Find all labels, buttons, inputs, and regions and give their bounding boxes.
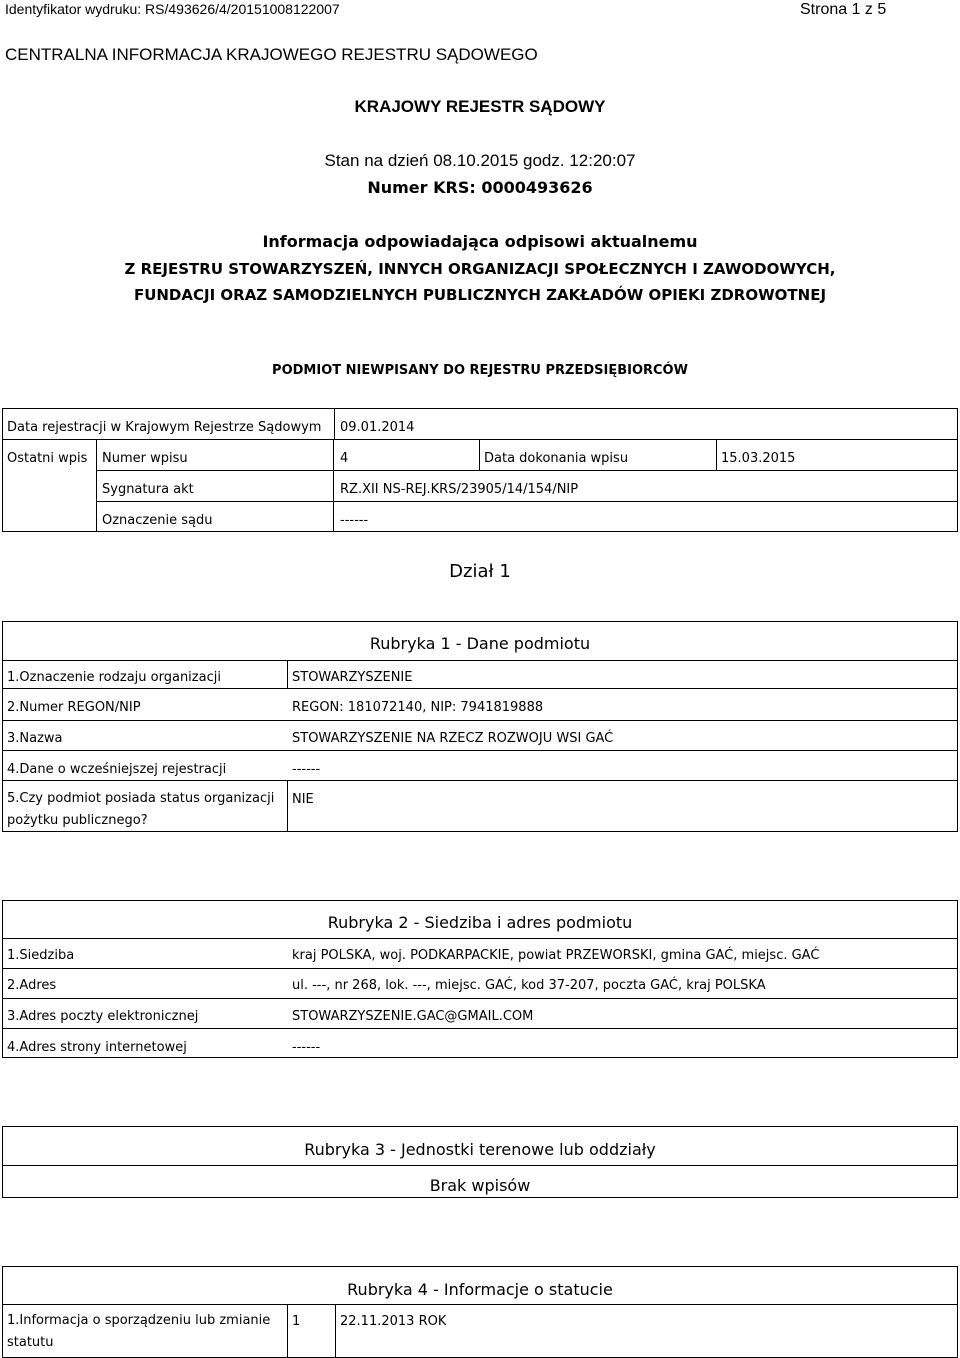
signature-label: Sygnatura akt — [102, 482, 194, 497]
court-value: ------ — [340, 513, 369, 528]
last-entry-label: Ostatni wpis — [7, 451, 88, 466]
rubryka-2-row-3-value: STOWARZYSZENIE.GAC@GMAIL.COM — [292, 1009, 534, 1024]
rubryka-2-row-2-label: 2.Adres — [7, 978, 57, 993]
rubryka-1-row-5-value: NIE — [292, 792, 314, 807]
registration-date-label: Data rejestracji w Krajowym Rejestrze Sądowym — [7, 420, 322, 435]
rubryka-4-title: Rubryka 4 - Informacje o statucie — [347, 1280, 613, 1299]
rubryka-1-row-2-label: 2.Numer REGON/NIP — [7, 700, 141, 715]
section-title: Dział 1 — [449, 561, 511, 582]
print-identifier: Identyfikator wydruku: RS/493626/4/20151008122007 — [5, 1, 340, 17]
rubryka-1-title: Rubryka 1 - Dane podmiotu — [369, 634, 591, 653]
court-label: Oznaczenie sądu — [102, 513, 213, 528]
rubryka-2-title: Rubryka 2 - Siedziba i adres podmiotu — [327, 913, 633, 932]
rubryka-1-row-2-value: REGON: 181072140, NIP: 7941819888 — [292, 700, 544, 715]
rubryka-1-row-5-label: 5.Czy podmiot posiada status organizacji pożytku publicznego? — [7, 791, 275, 828]
page-number: Strona 1 z 5 — [800, 1, 887, 18]
not-registered-notice: PODMIOT NIEWPISANY DO REJESTRU PRZEDSIĘBIORCÓW — [272, 363, 688, 378]
rubryka-2-row-4-value: ------ — [292, 1040, 321, 1055]
registry-title: KRAJOWY REJESTR SĄDOWY — [354, 97, 606, 116]
entry-date-value: 15.03.2015 — [721, 451, 796, 466]
rubryka-3-title: Rubryka 3 - Jednostki terenowe lub oddziały — [304, 1140, 656, 1159]
signature-value: RZ.XII NS-REJ.KRS/23905/14/154/NIP — [340, 482, 579, 497]
rubryka-3-empty: Brak wpisów — [429, 1176, 531, 1195]
rubryka-2-row-1-value: kraj POLSKA, woj. PODKARPACKIE, powiat PRZEWORSKI, gmina GAĆ, miejsc. GAĆ — [292, 948, 820, 963]
rubryka-4-row-number: 1 — [292, 1314, 301, 1329]
info-line-2: Z REJESTRU STOWARZYSZEŃ, INNYCH ORGANIZACJI SPOŁECZNYCH I ZAWODOWYCH, — [124, 260, 836, 278]
institution-name: CENTRALNA INFORMACJA KRAJOWEGO REJESTRU SĄDOWEGO — [5, 45, 538, 64]
rubryka-1-row-3-label: 3.Nazwa — [7, 731, 63, 746]
rubryka-1-row-1-value: STOWARZYSZENIE — [292, 670, 413, 685]
entry-number-label: Numer wpisu — [102, 451, 188, 466]
rubryka-2-row-1-label: 1.Siedziba — [7, 948, 75, 963]
entry-date-label: Data dokonania wpisu — [484, 451, 629, 466]
state-date: Stan na dzień 08.10.2015 godz. 12:20:07 — [324, 151, 636, 170]
rubryka-2-row-3-label: 3.Adres poczty elektronicznej — [7, 1009, 199, 1024]
rubryka-1-row-3-value: STOWARZYSZENIE NA RZECZ ROZWOJU WSI GAĆ — [292, 731, 614, 746]
info-line-3: FUNDACJI ORAZ SAMODZIELNYCH PUBLICZNYCH ZAKŁADÓW OPIEKI ZDROWOTNEJ — [133, 286, 827, 304]
rubryka-1-row-4-value: ------ — [292, 762, 321, 777]
rubryka-1-row-4-label: 4.Dane o wcześniejszej rejestracji — [7, 762, 227, 777]
info-line-1: Informacja odpowiadająca odpisowi aktualnemu — [262, 232, 698, 251]
rubryka-4-row-label: 1.Informacja o sporządzeniu lub zmianie statutu — [7, 1313, 271, 1350]
entry-number-value: 4 — [340, 451, 349, 466]
rubryka-2-row-4-label: 4.Adres strony internetowej — [7, 1040, 187, 1055]
rubryka-4-row-value: 22.11.2013 ROK — [340, 1314, 447, 1329]
registration-date-value: 09.01.2014 — [340, 420, 415, 435]
krs-number: Numer KRS: 0000493626 — [367, 178, 593, 197]
rubryka-2-row-2-value: ul. ---, nr 268, lok. ---, miejsc. GAĆ, kod 37-207, poczta GAĆ, kraj POLSKA — [292, 978, 766, 993]
rubryka-1-row-1-label: 1.Oznaczenie rodzaju organizacji — [7, 670, 221, 685]
